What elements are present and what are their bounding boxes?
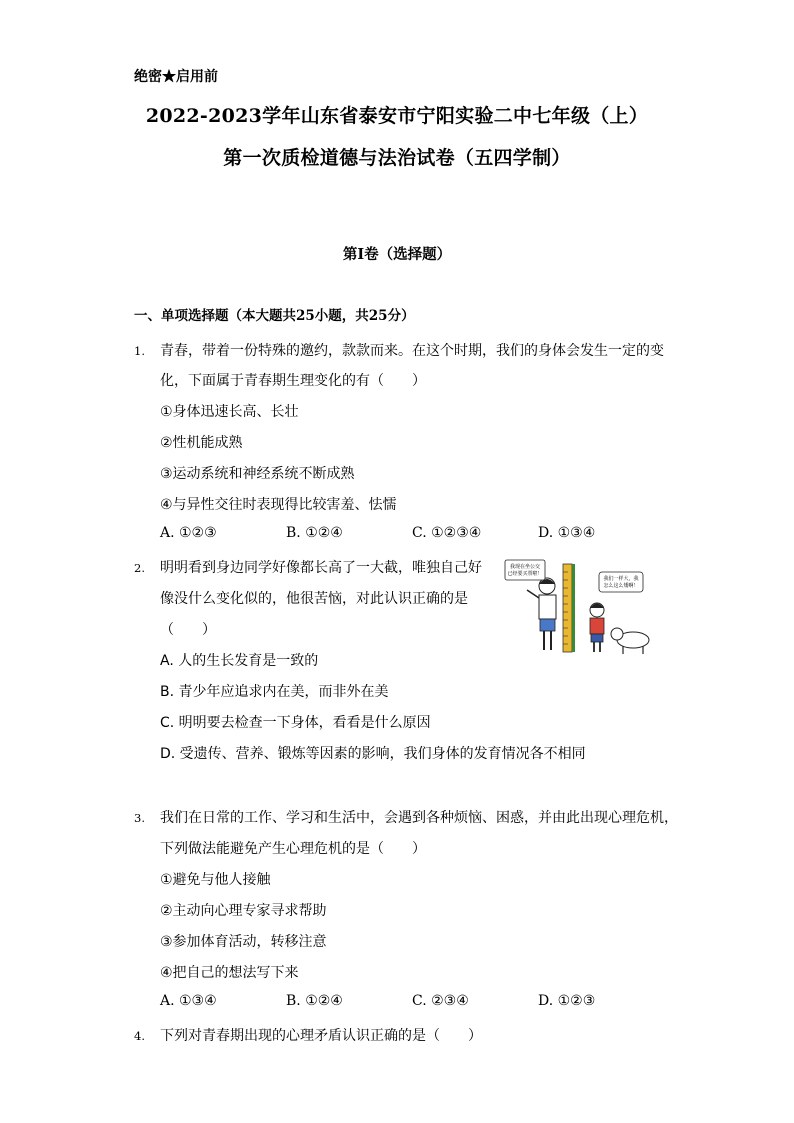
statement-item: ②性机能成熟 — [160, 435, 243, 451]
answer-option-a[interactable]: A. 人的生长发育是一致的 — [160, 653, 319, 669]
question-stem: 下列对青春期出现的心理矛盾认识正确的是（ ） — [160, 1028, 482, 1044]
answer-option-b[interactable]: B. ①②④ — [286, 525, 343, 541]
question-stem: 我们在日常的工作、学习和生活中，会遇到各种烦恼、困惑，并由此出现心理危机， — [160, 810, 678, 826]
question-number: 3. — [134, 811, 145, 825]
height-comparison-cartoon — [503, 556, 659, 660]
answer-option-d[interactable]: D. ①②③ — [538, 993, 596, 1009]
question-stem: 下列做法能避免产生心理危机的是（ ） — [160, 841, 426, 857]
question-number: 1. — [134, 344, 145, 358]
question-number: 4. — [134, 1029, 145, 1043]
question-stem: 青春，带着一份特殊的邀约，款款而来。在这个时期，我们的身体会发生一定的变 — [160, 343, 664, 359]
speech-bubble-left: 我现在坐公交 — [509, 564, 541, 570]
question-stem: 明明看到身边同学好像都长高了一大截，唯独自己好 — [160, 560, 482, 576]
speech-bubble-right: 我们一样大，我 — [603, 576, 639, 582]
question-stem: 化，下面属于青春期生理变化的有（ ） — [160, 373, 426, 389]
section-title: 一、单项选择题（本大题共25小题，共25分） — [134, 308, 415, 324]
statement-item: ③运动系统和神经系统不断成熟 — [160, 466, 355, 482]
exam-title-line2: 第一次质检道德与法治试卷（五四学制） — [223, 147, 571, 169]
speech-bubble-left: 已经要买票啦！ — [507, 571, 543, 577]
answer-option-c[interactable]: C. 明明要去检查一下身体，看看是什么原因 — [160, 715, 431, 731]
cartoon-illustration — [503, 556, 659, 660]
answer-option-d[interactable]: D. ①③④ — [538, 525, 596, 541]
exam-title-line1: 2022-2023学年山东省泰安市宁阳实验二中七年级（上） — [145, 105, 649, 127]
question-stem: （ ） — [160, 622, 216, 638]
speech-bubble-right: 怎么这么矮啊！ — [603, 583, 639, 589]
question-number: 2. — [134, 561, 145, 575]
answer-option-b[interactable]: B. ①②④ — [286, 993, 343, 1009]
statement-item: ④把自己的想法写下来 — [160, 965, 299, 981]
statement-item: ②主动向心理专家寻求帮助 — [160, 903, 327, 919]
volume-title: 第I卷（选择题） — [342, 246, 452, 263]
answer-option-d[interactable]: D. 受遗传、营养、锻炼等因素的影响，我们身体的发育情况各不相同 — [160, 746, 586, 762]
statement-item: ④与异性交往时表现得比较害羞、怯懦 — [160, 497, 397, 513]
statement-item: ③参加体育活动，转移注意 — [160, 934, 327, 950]
question-stem: 像没什么变化似的，他很苦恼，对此认识正确的是 — [160, 591, 468, 607]
answer-option-a[interactable]: A. ①②③ — [160, 525, 217, 541]
answer-option-b[interactable]: B. 青少年应追求内在美，而非外在美 — [160, 684, 389, 700]
answer-option-c[interactable]: C. ①②③④ — [412, 525, 482, 541]
statement-item: ①身体迅速长高、长壮 — [160, 404, 299, 420]
answer-option-c[interactable]: C. ②③④ — [412, 993, 469, 1009]
statement-item: ①避免与他人接触 — [160, 872, 271, 888]
answer-option-a[interactable]: A. ①③④ — [160, 993, 217, 1009]
confidential-label: 绝密★启用前 — [134, 69, 218, 85]
